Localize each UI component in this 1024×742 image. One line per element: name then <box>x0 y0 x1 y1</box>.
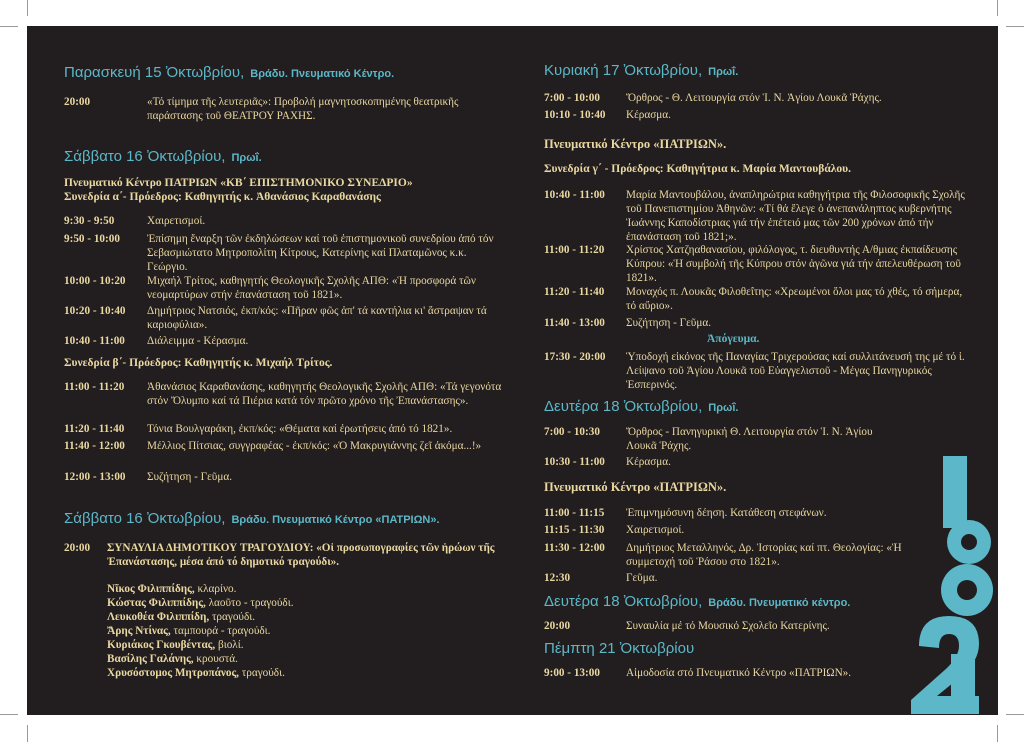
schedule-time: 11:20 - 11:40 <box>64 423 125 435</box>
schedule-time: 11:30 - 12:00 <box>544 542 605 554</box>
crop-mark <box>0 26 18 27</box>
performer-role: ταμπουρά - τραγούδι. <box>170 625 271 637</box>
schedule-time: 11:20 - 11:40 <box>544 286 605 298</box>
friday-title: Παρασκευή 15 Ὀκτωβρίου, <box>64 64 245 81</box>
schedule-time: 10:40 - 11:00 <box>64 335 125 347</box>
schedule-time: 11:15 - 11:30 <box>544 524 605 536</box>
saturday-morning-heading <box>64 148 262 165</box>
schedule-text: Μαρία Μαντουβάλου, ἀναπληρώτρια καθηγήτρια τῆς Φιλοσοφικῆς Σχολῆς τοῦ Πανεπιστημίου Ἀθηνῶν: «Τί θά ἔλεγε ὁ ἀνεπανάληπτος κυβερνήτης Ἰωάννης Καποδίστριας γιά τήν ἐπέτειό μας τῶν 200 χρόνων ἀπό τήν ἐπανάσταση τοῦ 1821;». <box>626 189 965 243</box>
performer-name: Λευκοθέα Φιλιππίδη, <box>107 611 210 623</box>
crop-mark <box>997 0 998 16</box>
schedule-text: Ὄρθρος - Πανηγυρική Θ. Λειτουργία στόν Ἱ. Ν. Ἁγίου Λουκᾶ Ῥάχης. <box>626 426 873 452</box>
schedule-text: «Τό τίμημα τῆς λευτεριᾶς»: Προβολή μαγνητοσκοπημένης θεατρικῆς παράστασης τοῦ ΘΕΑΤΡΟΥ ΡΑΧΗΣ. <box>147 96 459 122</box>
performer-name: Βασίλης Γαλάνης, <box>107 653 194 665</box>
schedule-text: Γεῦμα. <box>626 572 658 584</box>
schedule-time: 17:30 - 20:00 <box>544 351 606 363</box>
saturday-evening-heading <box>64 510 440 527</box>
sunday-heading <box>544 62 738 79</box>
schedule-text: Χρίστος Χατζηαθανασίου, φιλόλογος, τ. διευθυντής Α/θμιας ἐκπαίδευσης Κύπρου: «Ἡ συμβολή τῆς Κύπρου στόν ἀγῶνα γιά τήν ἀπελευθέρωση τοῦ 1821». <box>626 244 961 284</box>
schedule-text: Διάλειμμα - Κέρασμα. <box>147 335 249 347</box>
schedule-text: Συναυλία μέ τό Μουσικό Σχολεῖο Κατερίνης. <box>626 620 830 632</box>
monday-subtitle: Πρωΐ. <box>708 402 739 414</box>
performer-name: Χρυσόστομος Μητροπάνος, <box>107 667 239 679</box>
schedule-text: Κέρασμα. <box>626 109 671 121</box>
schedule-text: Χαιρετισμοί. <box>626 524 685 536</box>
schedule-text: Ὑποδοχή εἰκόνος τῆς Παναγίας Τριχερούσας καί συλλιτάνευσή της μέ τό ἱ. Λείψανο τοῦ Ἁγίου Λουκᾶ τοῦ Εὐαγγελιστοῦ - Μέγας Πανηγυρικός Ἑσπερινός. <box>626 351 965 391</box>
schedule-text: Μοναχός π. Λουκᾶς Φιλοθεΐτης: «Χρεωμένοι ὅλοι μας τό χθές, τό σήμερα, τό αὔριο». <box>626 286 963 312</box>
year-1821-graphic <box>907 456 998 714</box>
friday-subtitle: Βράδυ. Πνευματικό Κέντρο. <box>250 68 395 80</box>
performer-role: κλαρίνο. <box>194 583 237 595</box>
session-c-heading: Συνεδρία γ΄ - Πρόεδρος: Καθηγήτρια κ. Μαρία Μαντουβάλου. <box>544 163 851 175</box>
performer-name: Νῖκος Φιλιππίδης, <box>107 583 195 595</box>
schedule-text: Δημήτριος Μεταλληνός, Δρ. Ἱστορίας καί πτ. Θεολογίας: «Ἡ συμμετοχή τοῦ Ῥάσου στο 1821». <box>626 542 902 568</box>
concert-text: ΣΥΝΑΥΛΙΑ ΔΗΜΟΤΙΚΟΥ ΤΡΑΓΟΥΔΙΟΥ: «Οἱ προσωπογραφίες τῶν ἡρώων τῆς Ἐπανάστασης, μέσα ἀπό τό δημοτικό τραγούδι». <box>107 542 495 568</box>
schedule-text: Ὄρθρος - Θ. Λειτουργία στόν Ἱ. Ν. Ἁγίου Λουκᾶ Ῥάχης. <box>626 92 882 104</box>
friday-heading <box>64 64 394 81</box>
crop-mark <box>1006 26 1024 27</box>
conference-title: Πνευματικό Κέντρο ΠΑΤΡΙΩΝ «ΚΒ΄ ΕΠΙΣΤΗΜΟΝΙΚΟ ΣΥΝΕΔΡΙΟ» <box>64 177 413 189</box>
program-sheet <box>27 26 998 715</box>
schedule-time: 10:00 - 10:20 <box>64 275 126 287</box>
schedule-text: Δημήτριος Νατσιός, ἐκπ/κός: «Πῆραν φῶς ἀπ' τά καντήλια κι' ἄστραψαν τά καριοφύλια». <box>147 305 487 331</box>
schedule-time: 9:00 - 13:00 <box>544 667 600 679</box>
schedule-text: Συζήτηση - Γεῦμα. <box>626 317 712 329</box>
schedule-time: 10:40 - 11:00 <box>544 189 605 201</box>
schedule-text: Συζήτηση - Γεῦμα. <box>147 471 233 483</box>
schedule-time: 9:30 - 9:50 <box>64 215 115 227</box>
performer <box>107 667 285 679</box>
saturday-evening-subtitle: Βράδυ. Πνευματικό Κέντρο «ΠΑΤΡΙΩΝ». <box>231 514 440 526</box>
patrion-center-heading: Πνευματικό Κέντρο «ΠΑΤΡΙΩΝ». <box>544 137 727 151</box>
performer-role: βιολί. <box>215 639 244 651</box>
sunday-subtitle: Πρωΐ. <box>708 66 739 78</box>
schedule-text: Μέλλιος Πίτσιας, συγγραφέας - ἐκπ/κός: «Ὁ Μακρυγιάννης ζεῖ ἀκόμα...!» <box>147 440 482 452</box>
session-a-heading: Συνεδρία α΄- Πρόεδρος: Καθηγητής κ. Ἀθανάσιος Καραθανάσης <box>64 191 381 203</box>
schedule-time: 10:10 - 10:40 <box>544 109 606 121</box>
performer-name: Ἄρης Ντίνας, <box>107 625 171 637</box>
schedule-text: Ἐπίσημη ἔναρξη τῶν ἐκδηλώσεων καί τοῦ ἐπιστημονικοῦ συνεδρίου ἀπό τόν Σεβασμιώτατο Μητροπολίτη Κίτρους, Κατερίνης καί Πλαταμῶνος κ.κ. Γεώργιο. <box>147 233 494 273</box>
schedule-time: 11:00 - 11:20 <box>64 381 125 393</box>
schedule-text: Μιχαήλ Τρίτος, καθηγητής Θεολογικῆς Σχολῆς ΑΠΘ: «Ἡ προσφορά τῶν νεομαρτύρων στήν ἐπανάσταση τοῦ 1821». <box>147 275 476 301</box>
schedule-time: 11:00 - 11:15 <box>544 507 605 519</box>
schedule-time: 9:50 - 10:00 <box>64 233 120 245</box>
saturday-title: Σάββατο 16 Ὀκτωβρίου, <box>64 148 226 165</box>
performer-role: τραγούδι. <box>209 611 256 623</box>
schedule-time: 20:00 <box>64 96 91 108</box>
performer <box>107 583 236 595</box>
monday-morning-heading <box>544 398 738 415</box>
schedule-row <box>64 95 504 123</box>
saturday-subtitle: Πρωΐ. <box>231 152 262 164</box>
performer-role: κρουστά. <box>193 653 238 665</box>
performer <box>107 597 294 609</box>
schedule-text: Τόνια Βουλγαράκη, ἐκπ/κός: «Θέματα καί ἐρωτήσεις ἀπό τό 1821». <box>147 423 453 435</box>
patrion-center-heading: Πνευματικό Κέντρο «ΠΑΤΡΙΩΝ». <box>544 480 727 494</box>
schedule-text: Χαιρετισμοί. <box>147 215 206 227</box>
schedule-text: Ἀθανάσιος Καραθανάσης, καθηγητής Θεολογικῆς Σχολῆς ΑΠΘ: «Τά γεγονότα στόν Ὄλυμπο καί τά Πιέρια κατά τόν πρῶτο χρόνο τῆς Ἐπανάστασης». <box>147 381 502 407</box>
schedule-time: 12:00 - 13:00 <box>64 471 126 483</box>
performer-role: λαοῦτο - τραγούδι. <box>205 597 294 609</box>
performer-name: Κώστας Φιλιππίδης, <box>107 597 206 609</box>
numeral-2 <box>911 616 979 714</box>
schedule-time: 7:00 - 10:00 <box>544 92 600 104</box>
monday-evening-title: Δευτέρα 18 Ὀκτωβρίου, <box>544 593 703 610</box>
crop-mark <box>27 0 28 16</box>
crop-mark <box>997 725 998 742</box>
session-b-heading: Συνεδρία β΄- Πρόεδρος: Καθηγητής κ. Μιχαήλ Τρίτος. <box>64 357 333 369</box>
thursday-heading: Πέμπτη 21 Ὀκτωβρίου <box>544 640 695 657</box>
performer-role: τραγούδι. <box>238 667 285 679</box>
performer-name: Κυριάκος Γκουβέντας, <box>107 639 216 651</box>
performer <box>107 653 238 665</box>
afternoon-label: Ἀπόγευμα. <box>707 333 760 345</box>
schedule-time: 11:40 - 13:00 <box>544 317 605 329</box>
crop-mark <box>1006 714 1024 715</box>
monday-evening-subtitle: Βράδυ. Πνευματικό κέντρο. <box>708 597 851 609</box>
schedule-text: Κέρασμα. <box>626 456 671 468</box>
performer <box>107 611 255 623</box>
schedule-text: Αἱμοδοσία στό Πνευματικό Κέντρο «ΠΑΤΡΙΩΝ». <box>626 667 852 679</box>
schedule-time: 12:30 <box>544 572 571 584</box>
sunday-title: Κυριακή 17 Ὀκτωβρίου, <box>544 62 703 79</box>
monday-evening-heading <box>544 593 850 610</box>
schedule-time: 10:20 - 10:40 <box>64 305 126 317</box>
crop-mark <box>27 725 28 742</box>
crop-mark <box>0 714 18 715</box>
performer <box>107 625 270 637</box>
monday-title: Δευτέρα 18 Ὀκτωβρίου, <box>544 398 703 415</box>
performer <box>107 639 244 651</box>
numeral-1-top <box>943 456 967 528</box>
schedule-time: 20:00 <box>544 620 571 632</box>
schedule-time: 7:00 - 10:30 <box>544 426 600 438</box>
concert-time: 20:00 <box>64 542 91 554</box>
schedule-time: 11:00 - 11:20 <box>544 244 605 256</box>
saturday-evening-title: Σάββατο 16 Ὀκτωβρίου, <box>64 510 226 527</box>
schedule-time: 10:30 - 11:00 <box>544 456 605 468</box>
schedule-text: Ἐπιμνημόσυνη δέηση. Κατάθεση στεφάνων. <box>626 507 827 519</box>
schedule-time: 11:40 - 12:00 <box>64 440 125 452</box>
